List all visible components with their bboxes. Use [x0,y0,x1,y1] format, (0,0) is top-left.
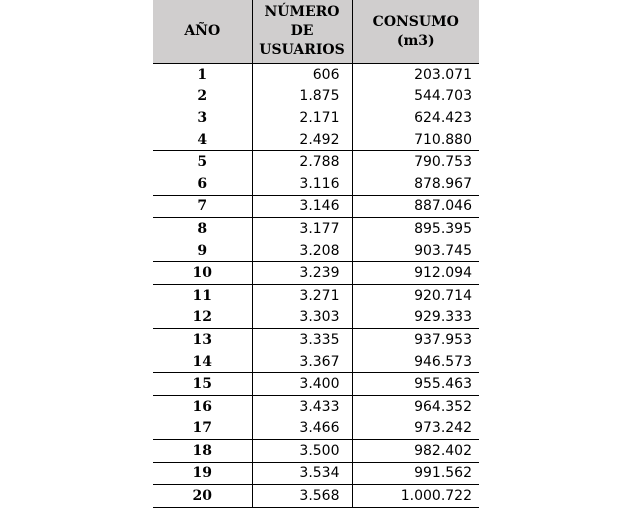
consumption-cell: 982.402 [352,440,479,463]
consumption-cell: 710.880 [352,129,479,151]
users-cell: 3.116 [252,173,352,195]
year-cell: 1 [197,66,208,83]
year-cell: 2 [197,88,208,105]
consumption-cell: 544.703 [352,86,479,108]
users-cell: 2.171 [252,107,352,129]
year-cell: 8 [197,220,208,237]
year-cell: 6 [153,173,252,195]
year-cell: 12 [153,307,252,329]
consumption-cell: 912.094 [352,262,479,285]
year-cell: 13 [192,331,212,348]
year-cell: 17 [153,418,252,440]
year-cell: 18 [153,440,252,463]
table-row [153,107,479,129]
consumption-cell: 790.753 [352,151,479,173]
year-cell: 20 [153,485,252,508]
users-cell: 3.534 [252,462,352,485]
header-users-line: NÚMERO [264,4,340,20]
table-row [153,129,479,151]
consumption-cell: 929.333 [352,307,479,329]
year-cell: 5 [197,154,208,171]
header-consumption [352,0,479,64]
users-cell: 1.875 [252,86,352,108]
header-consumption-line: (m3) [396,32,435,49]
consumption-cell: 946.573 [352,351,479,373]
consumption-table [153,0,479,508]
users-cell: 3.367 [252,351,352,373]
year-cell: 15 [153,373,252,396]
users-cell: 2.492 [252,129,352,151]
users-cell: 3.400 [252,373,352,396]
table-row [153,262,479,285]
users-cell: 2.788 [252,151,352,173]
table-header [153,0,479,64]
consumption-cell: 887.046 [352,195,479,218]
consumption-cell: 937.953 [352,329,479,351]
year-cell: 16 [192,398,212,415]
year-cell: 14 [153,351,252,373]
header-row [153,0,479,64]
users-cell: 3.433 [252,395,352,417]
year-cell: 11 [192,287,212,304]
table-row [153,440,479,463]
consumption-cell: 991.562 [352,462,479,485]
year-cell: 3 [197,109,208,126]
header-users [252,0,352,64]
table-row [153,351,479,373]
consumption-cell: 895.395 [352,218,479,240]
table-row [153,418,479,440]
users-cell: 606 [252,64,352,86]
consumption-cell: 964.352 [352,395,479,417]
consumption-cell: 920.714 [352,284,479,306]
consumption-cell: 903.745 [352,240,479,262]
table-row [153,240,479,262]
users-cell: 3.466 [252,418,352,440]
consumption-cell: 878.967 [352,173,479,195]
header-consumption-line: CONSUMO [372,13,459,30]
table-row [153,373,479,396]
consumption-cell: 973.242 [352,418,479,440]
table-row [153,329,479,351]
table-row [153,151,479,173]
users-cell: 3.208 [252,240,352,262]
users-cell: 3.303 [252,307,352,329]
table-body [153,64,479,508]
header-year [153,0,252,64]
users-cell: 3.568 [252,485,352,508]
year-cell: 9 [153,240,252,262]
table-row [153,218,479,240]
year-cell: 19 [153,462,252,485]
header-year-line: AÑO [184,23,221,39]
users-cell: 3.177 [252,218,352,240]
table-row [153,395,479,417]
users-cell: 3.239 [252,262,352,285]
table-row [153,86,479,108]
year-cell: 7 [153,195,252,218]
table-row [153,195,479,218]
table-row [153,284,479,306]
consumption-cell: 624.423 [352,107,479,129]
year-cell: 10 [153,262,252,285]
table-row [153,307,479,329]
year-cell: 4 [153,129,252,151]
header-users-line: DE [290,23,314,39]
users-cell: 3.335 [252,329,352,351]
table-row [153,64,479,86]
consumption-cell: 203.071 [352,64,479,86]
consumption-cell: 955.463 [352,373,479,396]
consumption-cell: 1.000.722 [352,485,479,508]
table-row [153,173,479,195]
header-users-line: USUARIOS [259,42,345,58]
table-row [153,462,479,485]
table-row [153,485,479,508]
users-cell: 3.500 [252,440,352,463]
users-cell: 3.146 [252,195,352,218]
users-cell: 3.271 [252,284,352,306]
